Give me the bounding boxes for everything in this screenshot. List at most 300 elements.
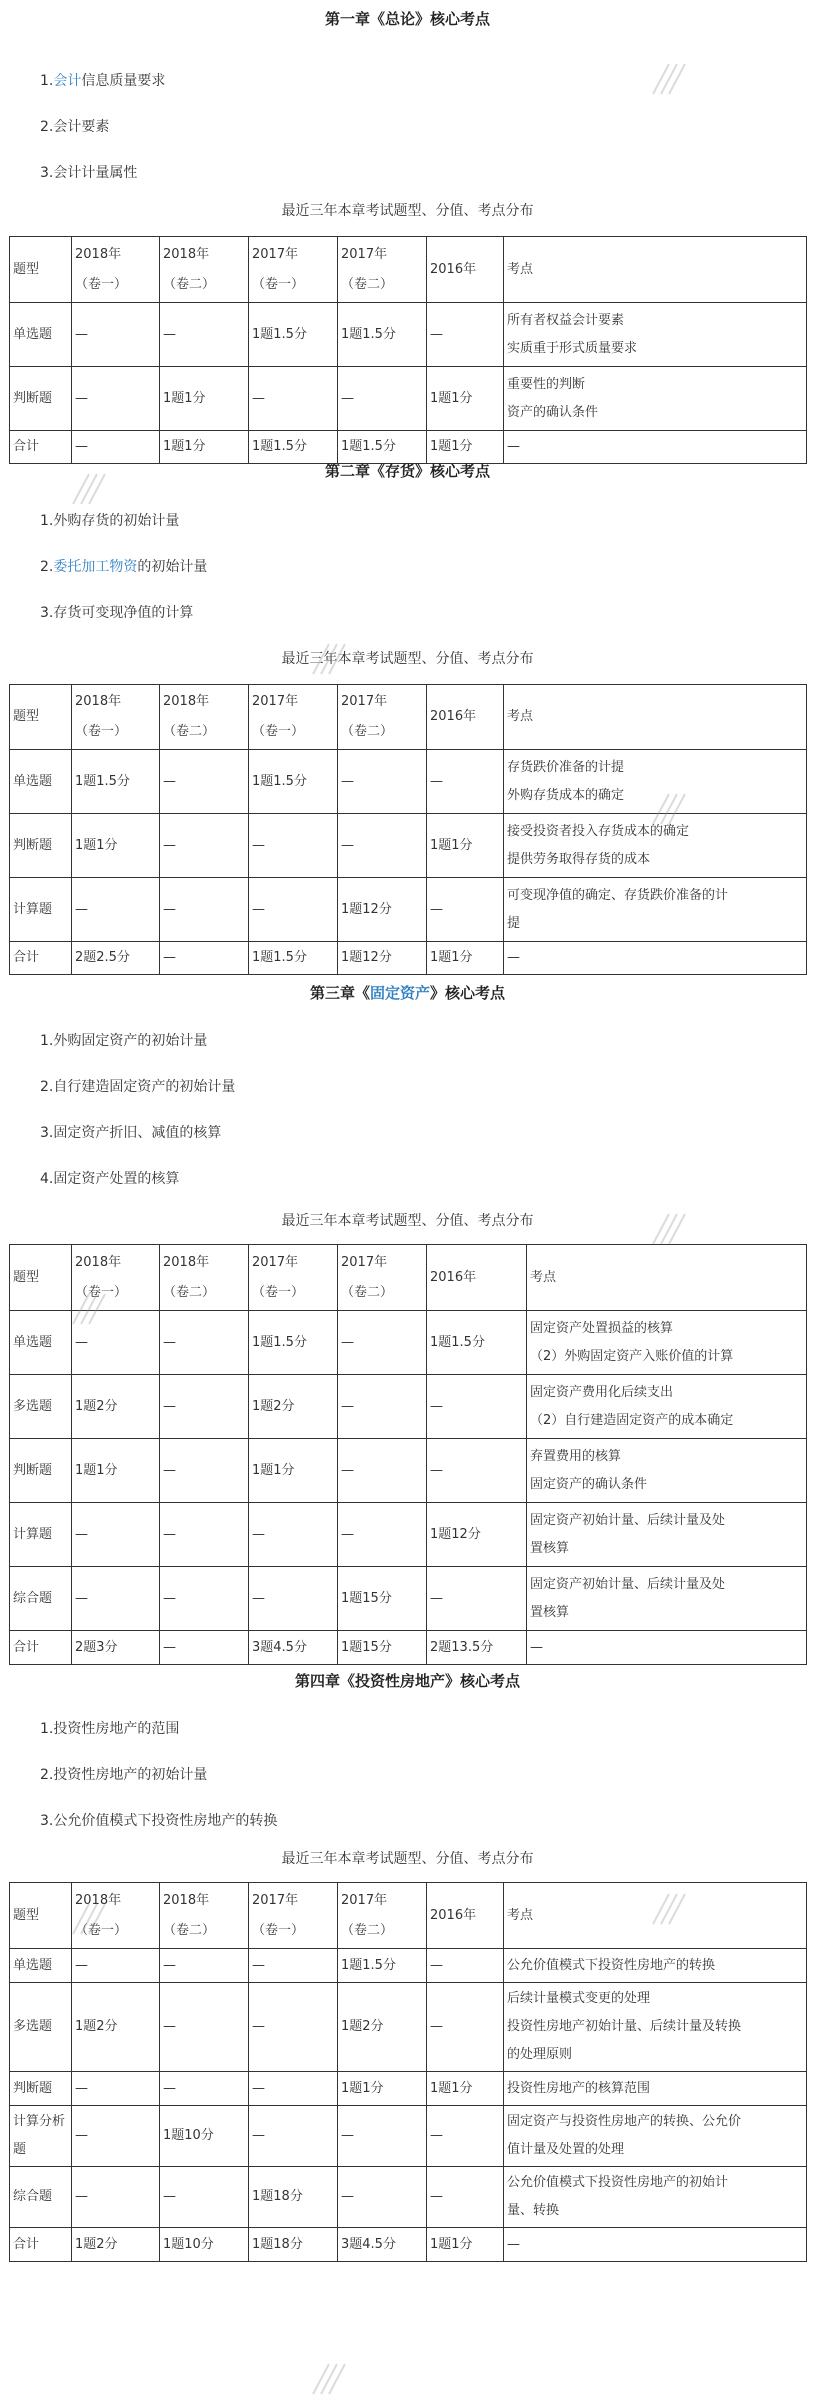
- table-cell: [10, 878, 72, 942]
- table-cell: [10, 2106, 72, 2167]
- cell-text-line: 题型: [13, 261, 40, 277]
- cell-text-line: 2017年: [341, 1254, 388, 1270]
- cell-text-line: 合计: [13, 950, 40, 965]
- table-cell: [249, 750, 338, 814]
- chapter-title: [0, 1670, 815, 1691]
- table-row: [10, 2228, 807, 2262]
- cell-text-line: 提: [507, 915, 521, 931]
- cell-text-line: 存货跌价准备的计提: [507, 759, 625, 775]
- table-cell: [72, 2228, 160, 2262]
- cell-text-line: （卷二）: [163, 724, 216, 739]
- cell-text-line: 计算题: [13, 901, 53, 917]
- cell-text-line: （卷一）: [75, 724, 128, 739]
- table-header-cell: [160, 1245, 249, 1311]
- cell-text-line: 题型: [13, 709, 40, 724]
- key-point: [40, 162, 137, 182]
- key-point: [40, 556, 207, 576]
- cell-text-line: 综合题: [13, 1590, 53, 1606]
- cell-text-line: —: [75, 2080, 88, 2096]
- cell-text-line: —: [163, 901, 176, 917]
- table-header-cell: [427, 685, 504, 750]
- cell-text-line: 1题10分: [163, 2128, 214, 2143]
- cell-text-line: 2018年: [163, 694, 210, 709]
- cell-text-line: —: [252, 2128, 265, 2143]
- table-cell: [504, 2228, 807, 2262]
- cell-text-line: 1题2分: [252, 1398, 295, 1414]
- table-cell: [427, 2228, 504, 2262]
- cell-text-line: 判断题: [13, 1462, 53, 1478]
- cell-text-line: 1题1.5分: [252, 1334, 307, 1350]
- chapter-title-text: 第三章《: [309, 984, 370, 1002]
- cell-text-line: （卷一）: [75, 1284, 128, 1300]
- cell-text-line: —: [430, 901, 443, 917]
- table-cell: [427, 2106, 504, 2167]
- cell-text-line: —: [430, 2128, 443, 2143]
- cell-text-line: —: [75, 2189, 88, 2204]
- cell-text-line: 合计: [13, 1639, 40, 1655]
- table-header-cell: [72, 237, 160, 303]
- table-cell: [338, 2228, 427, 2262]
- cell-text-line: —: [163, 773, 176, 789]
- table-header-cell: [10, 237, 72, 303]
- cell-text-line: —: [75, 1590, 88, 1606]
- cell-text-line: —: [163, 1957, 176, 1973]
- cell-text-line: 所有者权益会计要素: [507, 312, 625, 328]
- cell-text-line: —: [341, 837, 354, 853]
- cell-text-line: —: [75, 1957, 88, 1973]
- cell-text-line: 1题15分: [341, 1639, 392, 1655]
- cell-text-line: 2017年: [252, 694, 299, 709]
- watermark-mark: [640, 790, 710, 830]
- key-point-suffix: 的初始计量: [137, 559, 208, 575]
- watermark-mark: [300, 2360, 370, 2400]
- cell-text-line: 2题13.5分: [430, 1639, 494, 1655]
- cell-text-line: 考点: [507, 261, 534, 277]
- table-cell: [160, 1311, 249, 1375]
- table-cell: [338, 1375, 427, 1439]
- cell-text-line: —: [75, 901, 88, 917]
- table-cell: [504, 2072, 807, 2106]
- cell-text-line: 2018年: [163, 246, 210, 262]
- cell-text-line: 1题1分: [341, 2080, 384, 2096]
- table-cell: [249, 1311, 338, 1375]
- table-cell: [249, 431, 338, 464]
- table-row: [10, 942, 807, 975]
- cell-text-line: —: [75, 1526, 88, 1542]
- table-cell: [10, 1567, 72, 1631]
- cell-text-line: 1题1分: [75, 837, 118, 853]
- cell-text-line: —: [75, 390, 88, 406]
- cell-text-line: 1题12分: [341, 950, 392, 965]
- table-row: [10, 2167, 807, 2228]
- cell-text-line: （卷一）: [252, 1284, 305, 1300]
- cell-text-line: 2018年: [75, 1254, 122, 1270]
- chapter-title-text: 第一章《总论》核心考点: [324, 10, 490, 28]
- cell-text-line: 1题1.5分: [341, 1957, 396, 1973]
- cell-text-line: 多选题: [13, 2019, 53, 2034]
- cell-text-line: —: [341, 1462, 354, 1478]
- table-header-cell: [249, 237, 338, 303]
- table-cell: [72, 2167, 160, 2228]
- table-cell: [338, 1311, 427, 1375]
- cell-text-line: 考点: [507, 1907, 534, 1923]
- table-cell: [427, 367, 504, 431]
- watermark-mark: [300, 640, 370, 680]
- table-cell: [427, 942, 504, 975]
- table-cell: [427, 1311, 527, 1375]
- key-point: [40, 1718, 179, 1738]
- cell-text-line: —: [163, 2189, 176, 2204]
- table-cell: [338, 431, 427, 464]
- key-point: [40, 602, 193, 622]
- table-row: [10, 367, 807, 431]
- cell-text-line: （卷一）: [252, 276, 305, 292]
- cell-text-line: 2题3分: [75, 1639, 118, 1655]
- cell-text-line: —: [430, 1462, 443, 1478]
- table-row: [10, 431, 807, 464]
- cell-text-line: 实质重于形式质量要求: [507, 340, 638, 356]
- table-cell: [249, 1567, 338, 1631]
- cell-text-line: —: [75, 326, 88, 342]
- table-cell: [72, 1631, 160, 1665]
- cell-text-line: 投资性房地产初始计量、后续计量及转换: [507, 2019, 742, 2034]
- chapter-title-suffix: 》核心考点: [430, 984, 506, 1002]
- cell-text-line: （卷一）: [252, 724, 305, 739]
- cell-text-line: —: [75, 1334, 88, 1350]
- cell-text-line: 3题4.5分: [252, 1639, 307, 1655]
- cell-text-line: 1题1分: [430, 439, 473, 454]
- cell-text-line: 3题4.5分: [341, 2236, 396, 2252]
- table-cell: [160, 2167, 249, 2228]
- table-cell: [249, 1631, 338, 1665]
- cell-text-line: 提供劳务取得存货的成本: [507, 851, 651, 867]
- cell-text-line: 2016年: [430, 261, 477, 277]
- table-cell: [160, 367, 249, 431]
- table-cell: [504, 2167, 807, 2228]
- table-cell: [72, 431, 160, 464]
- cell-text-line: 1题1.5分: [252, 439, 307, 454]
- cell-text-line: （卷二）: [341, 276, 394, 292]
- cell-text-line: 题型: [13, 1269, 40, 1285]
- table-row: [10, 2106, 807, 2167]
- table-cell: [160, 814, 249, 878]
- cell-text-line: —: [341, 1334, 354, 1350]
- watermark-mark: [60, 1290, 130, 1330]
- cell-text-line: 固定资产处置损益的核算: [530, 1320, 674, 1336]
- cell-text-line: —: [163, 950, 176, 965]
- cell-text-line: （卷二）: [341, 1922, 394, 1938]
- table-cell: [504, 1983, 807, 2072]
- cell-text-line: —: [507, 950, 520, 965]
- table-cell: [160, 1983, 249, 2072]
- cell-text-line: 固定资产的确认条件: [530, 1476, 648, 1492]
- cell-text-line: —: [430, 773, 443, 789]
- cell-text-line: 1题1分: [430, 837, 473, 853]
- cell-text-line: —: [430, 2189, 443, 2204]
- watermark-mark: [640, 60, 710, 100]
- cell-text-line: 2017年: [341, 1892, 388, 1908]
- cell-text-line: —: [430, 2019, 443, 2034]
- cell-text-line: 2017年: [252, 1254, 299, 1270]
- table-cell: [249, 2228, 338, 2262]
- cell-text-line: —: [163, 1462, 176, 1478]
- cell-text-line: 值计量及处置的处理: [507, 2142, 625, 2157]
- watermark-mark: [640, 1210, 710, 1250]
- table-cell: [338, 367, 427, 431]
- table-cell: [504, 431, 807, 464]
- cell-text-line: —: [163, 1398, 176, 1414]
- table-cell: [249, 2106, 338, 2167]
- table-cell: [427, 2072, 504, 2106]
- table-row: [10, 1439, 807, 1503]
- cell-text-line: 的处理原则: [507, 2047, 573, 2062]
- table-row: [10, 878, 807, 942]
- key-point-text: 2.会计要素: [40, 119, 110, 135]
- cell-text-line: 2018年: [75, 1892, 122, 1908]
- key-point-text: 4.固定资产处置的核算: [40, 1171, 180, 1187]
- table-header-cell: [427, 1883, 504, 1949]
- cell-text-line: 1题1分: [163, 390, 206, 406]
- key-point-text: 2.: [40, 559, 54, 575]
- cell-text-line: —: [252, 1590, 265, 1606]
- table-cell: [249, 1949, 338, 1983]
- chapter-title: [0, 8, 815, 29]
- cell-text-line: 2017年: [252, 1892, 299, 1908]
- cell-text-line: 1题2分: [75, 2236, 118, 2252]
- key-point-text: 3.公允价值模式下投资性房地产的转换: [40, 1813, 278, 1829]
- table-cell: [72, 750, 160, 814]
- table-cell: [527, 1375, 807, 1439]
- cell-text-line: 1题10分: [163, 2236, 214, 2252]
- key-point: [40, 1030, 207, 1050]
- cell-text-line: 2018年: [163, 1892, 210, 1908]
- table-cell: [10, 367, 72, 431]
- table-caption: 最近三年本章考试题型、分值、考点分布: [281, 651, 534, 667]
- cell-text-line: （卷二）: [163, 276, 216, 292]
- cell-text-line: 1题12分: [430, 1526, 481, 1542]
- table-header-cell: [249, 1245, 338, 1311]
- cell-text-line: 综合题: [13, 2189, 53, 2204]
- key-point: [40, 1122, 221, 1142]
- cell-text-line: 1题2分: [75, 2019, 118, 2034]
- table-cell: [427, 1983, 504, 2072]
- table-cell: [10, 1983, 72, 2072]
- cell-text-line: —: [163, 1590, 176, 1606]
- table-cell: [527, 1311, 807, 1375]
- cell-text-line: （卷一）: [252, 1922, 305, 1938]
- cell-text-line: 量、转换: [507, 2203, 560, 2218]
- table-cell: [527, 1439, 807, 1503]
- key-point-text: 1.外购固定资产的初始计量: [40, 1033, 208, 1049]
- table-cell: [72, 814, 160, 878]
- cell-text-line: 1题18分: [252, 2189, 303, 2204]
- table-cell: [160, 1631, 249, 1665]
- table-row: [10, 1631, 807, 1665]
- cell-text-line: 2016年: [430, 709, 477, 724]
- table-cell: [72, 303, 160, 367]
- cell-text-line: 2018年: [163, 1254, 210, 1270]
- table-cell: [72, 1567, 160, 1631]
- cell-text-line: 1题12分: [341, 901, 392, 917]
- key-point-text: 1.投资性房地产的范围: [40, 1721, 180, 1737]
- table-header-cell: [504, 685, 807, 750]
- table-cell: [504, 367, 807, 431]
- cell-text-line: 1题1分: [430, 2080, 473, 2096]
- cell-text-line: 接受投资者投入存货成本的确定: [507, 823, 690, 839]
- cell-text-line: 2018年: [75, 694, 122, 709]
- watermark-mark: [60, 470, 130, 510]
- cell-text-line: 2018年: [75, 246, 122, 262]
- table-cell: [160, 1567, 249, 1631]
- cell-text-line: 固定资产与投资性房地产的转换、公允价: [507, 2114, 742, 2129]
- key-point: [40, 1810, 277, 1830]
- table-cell: [249, 367, 338, 431]
- cell-text-line: 计算题: [13, 1526, 53, 1542]
- cell-text-line: 单选题: [13, 1334, 53, 1350]
- cell-text-line: 置核算: [530, 1604, 570, 1620]
- table-cell: [338, 2167, 427, 2228]
- key-point-suffix: 信息质量要求: [81, 73, 166, 89]
- table-cell: [427, 814, 504, 878]
- cell-text-line: 计算分析: [13, 2114, 66, 2129]
- cell-text-line: 1题1.5分: [252, 326, 307, 342]
- table-cell: [72, 2106, 160, 2167]
- key-point: [40, 510, 179, 530]
- key-point: [40, 1168, 179, 1188]
- cell-text-line: 1题1分: [75, 1462, 118, 1478]
- cell-text-line: 多选题: [13, 1398, 53, 1414]
- table-cell: [72, 878, 160, 942]
- table-cell: [160, 2106, 249, 2167]
- table-cell: [338, 1949, 427, 1983]
- chapter-title-link[interactable]: 固定资产: [369, 984, 430, 1002]
- table-cell: [10, 1631, 72, 1665]
- cell-text-line: —: [252, 390, 265, 406]
- table-cell: [160, 431, 249, 464]
- watermark-mark: [60, 1900, 130, 1940]
- table-row: [10, 1983, 807, 2072]
- cell-text-line: （卷一）: [75, 276, 128, 292]
- table-cell: [10, 1949, 72, 1983]
- table-cell: [249, 2072, 338, 2106]
- table-cell: [10, 814, 72, 878]
- cell-text-line: 2题2.5分: [75, 950, 130, 965]
- table-row: [10, 1567, 807, 1631]
- cell-text-line: 2016年: [430, 1907, 477, 1923]
- table-cell: [72, 2072, 160, 2106]
- table-row: [10, 2072, 807, 2106]
- cell-text-line: 1题2分: [341, 2019, 384, 2034]
- cell-text-line: 1题1分: [430, 2236, 473, 2252]
- cell-text-line: —: [163, 2080, 176, 2096]
- key-point-text: 2.自行建造固定资产的初始计量: [40, 1079, 236, 1095]
- table-cell: [10, 303, 72, 367]
- table-cell: [72, 1503, 160, 1567]
- cell-text-line: —: [430, 1398, 443, 1414]
- cell-text-line: —: [507, 2236, 520, 2252]
- table-caption: 最近三年本章考试题型、分值、考点分布: [281, 1213, 534, 1229]
- cell-text-line: —: [252, 2019, 265, 2034]
- table-header-cell: [427, 237, 504, 303]
- cell-text-line: 考点: [507, 709, 534, 724]
- table-cell: [249, 1439, 338, 1503]
- table-cell: [504, 878, 807, 942]
- cell-text-line: 判断题: [13, 390, 53, 406]
- table-cell: [338, 1631, 427, 1665]
- key-point-text: 3.会计计量属性: [40, 165, 138, 181]
- table-header-cell: [527, 1245, 807, 1311]
- key-point-link[interactable]: 会计: [53, 73, 82, 89]
- table-cell: [10, 1503, 72, 1567]
- table-cell: [249, 942, 338, 975]
- table-header-cell: [249, 1883, 338, 1949]
- table-cell: [427, 2167, 504, 2228]
- cell-text-line: —: [252, 2080, 265, 2096]
- table-cell: [10, 431, 72, 464]
- cell-text-line: （卷一）: [75, 1922, 128, 1938]
- cell-text-line: —: [163, 1639, 176, 1655]
- table-header-cell: [427, 1245, 527, 1311]
- table-cell: [249, 1375, 338, 1439]
- table-caption: 最近三年本章考试题型、分值、考点分布: [281, 203, 534, 219]
- table-cell: [160, 1503, 249, 1567]
- cell-text-line: 1题1.5分: [252, 773, 307, 789]
- table-cell: [249, 2167, 338, 2228]
- cell-text-line: 单选题: [13, 1957, 53, 1973]
- key-point: [40, 1764, 207, 1784]
- table-cell: [338, 2106, 427, 2167]
- table-cell: [160, 303, 249, 367]
- table-cell: [504, 2106, 807, 2167]
- chapter-title-text: 第四章《投资性房地产》核心考点: [294, 1672, 520, 1690]
- cell-text-line: 1题1分: [430, 950, 473, 965]
- table-cell: [10, 750, 72, 814]
- cell-text-line: 考点: [530, 1269, 557, 1285]
- table-cell: [10, 1439, 72, 1503]
- table-cell: [10, 2072, 72, 2106]
- table-caption: 最近三年本章考试题型、分值、考点分布: [281, 1851, 534, 1867]
- cell-text-line: —: [430, 1590, 443, 1606]
- table-cell: [427, 1631, 527, 1665]
- cell-text-line: 合计: [13, 439, 40, 454]
- key-point-link[interactable]: 委托加工物资: [53, 559, 138, 575]
- table-cell: [338, 1567, 427, 1631]
- table-cell: [72, 1439, 160, 1503]
- cell-text-line: 1题15分: [341, 1590, 392, 1606]
- key-point-text: 1.外购存货的初始计量: [40, 513, 180, 529]
- table-header-row: [10, 685, 807, 750]
- table-cell: [427, 303, 504, 367]
- table-cell: [338, 814, 427, 878]
- cell-text-line: （2）自行建造固定资产的成本确定: [530, 1412, 734, 1428]
- table-cell: [10, 2167, 72, 2228]
- cell-text-line: 投资性房地产的核算范围: [507, 2080, 651, 2096]
- key-point-text: 1.: [40, 73, 54, 89]
- table-cell: [249, 878, 338, 942]
- cell-text-line: —: [430, 1957, 443, 1973]
- cell-text-line: 1题1.5分: [341, 439, 396, 454]
- cell-text-line: 题: [13, 2142, 27, 2157]
- key-point-text: 3.固定资产折旧、减值的核算: [40, 1125, 222, 1141]
- chapter-title-text: 第二章《存货》核心考点: [324, 462, 490, 480]
- cell-text-line: 公允价值模式下投资性房地产的转换: [507, 1957, 716, 1973]
- cell-text-line: 重要性的判断: [507, 376, 586, 392]
- key-point-text: 2.投资性房地产的初始计量: [40, 1767, 208, 1783]
- cell-text-line: 弃置费用的核算: [530, 1448, 622, 1464]
- table-cell: [338, 1983, 427, 2072]
- cell-text-line: —: [252, 837, 265, 853]
- cell-text-line: 判断题: [13, 837, 53, 853]
